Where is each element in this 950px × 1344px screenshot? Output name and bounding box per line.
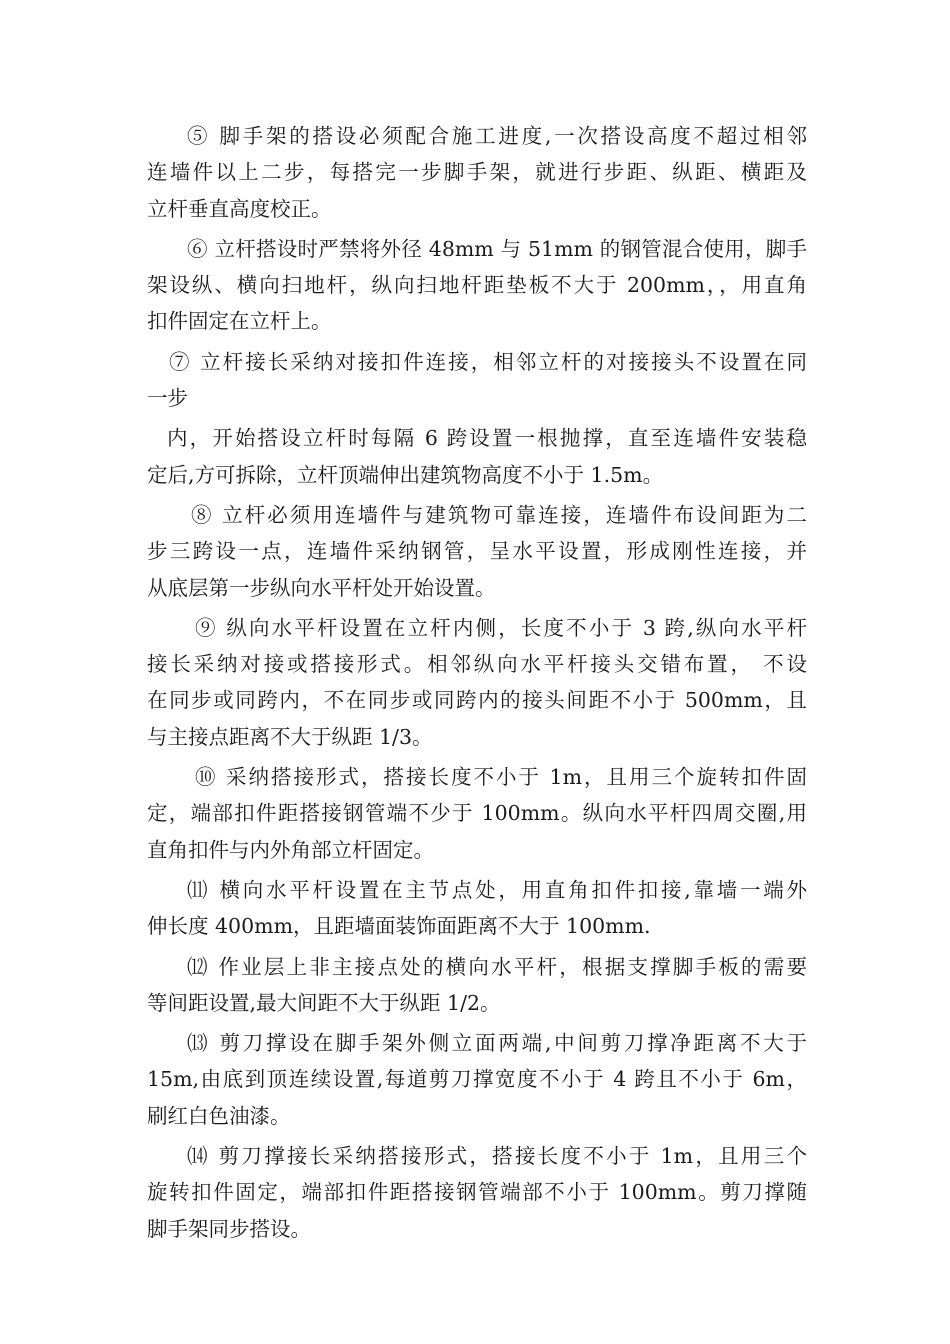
- text-line: 15m,由底到顶连续设置,每道剪刀撑宽度不小于 4 跨且不小于 6m，: [147, 1067, 807, 1092]
- text-line: ⑩ 采纳搭接形式，搭接长度不小于 1m，且用三个旋转扣件固: [195, 765, 807, 790]
- text-line: 步三跨设一点，连墙件采纳钢管，呈水平设置，形成刚性连接，并: [147, 539, 807, 564]
- text-line: 刷红白色油漆。: [147, 1103, 291, 1128]
- text-line: 定后,方可拆除，立杆顶端伸出建筑物高度不小于 1.5m。: [147, 462, 664, 487]
- text-line: 扣件固定在立杆上。: [147, 309, 332, 334]
- text-line: 立杆垂直高度校正。: [147, 196, 332, 221]
- text-line: 内，开始搭设立杆时每隔 6 跨设置一根抛撑，直至连墙件安装稳: [167, 426, 807, 451]
- text-line: ⑤ 脚手架的搭设必须配合施工进度,一次搭设高度不超过相邻: [187, 124, 807, 148]
- text-line: ⑨ 纵向水平杆设置在立杆内侧，长度不小于 3 跨,纵向水平杆: [195, 615, 807, 640]
- text-line: ⑧ 立杆必须用连墙件与建筑物可靠连接，连墙件布设间距为二: [191, 502, 807, 527]
- text-line: 等间距设置,最大间距不大于纵距 1/2。: [147, 990, 501, 1015]
- text-line: 在同步或同跨内，不在同步或同跨内的接头间距不小于 500mm，且: [147, 688, 807, 713]
- text-line: 伸长度 400mm，且距墙面装饰面距离不大于 100mm.: [147, 914, 651, 939]
- text-line: ⑥ 立杆搭设时严禁将外径 48mm 与 51mm 的钢管混合使用，脚手: [187, 236, 807, 261]
- text-line: 连墙件以上二步，每搭完一步脚手架，就进行步距、纵距、横距及: [147, 160, 807, 185]
- text-line: 脚手架同步搭设。: [147, 1216, 311, 1241]
- text-line: 接长采纳对接或搭接形式。相邻纵向水平杆接头交错布置， 不设: [147, 652, 807, 677]
- text-line: 与主接点距离不大于纵距 1/3。: [147, 724, 433, 749]
- text-line: 定，端部扣件距搭接钢管端不少于 100mm。纵向水平杆四周交圈,用: [147, 801, 807, 826]
- text-line: ⑿ 作业层上非主接点处的横向水平杆，根据支撑脚手板的需要: [187, 954, 807, 979]
- document-body: [147, 118, 807, 1247]
- text-line: 直角扣件与内外角部立杆固定。: [147, 837, 434, 862]
- text-line: ⒀ 剪刀撑设在脚手架外侧立面两端,中间剪刀撑净距离不大于: [187, 1031, 807, 1056]
- text-line: ⑾ 横向水平杆设置在主节点处，用直角扣件扣接,靠墙一端外: [187, 877, 807, 902]
- text-line: 从底层第一步纵向水平杆处开始设置。: [147, 575, 496, 600]
- text-line: 旋转扣件固定，端部扣件距搭接钢管端部不小于 100mm。剪刀撑随: [147, 1180, 807, 1205]
- text-line: ⑦ 立杆接长采纳对接扣件连接，相邻立杆的对接接头不设置在同: [169, 349, 807, 374]
- text-line: 一步: [147, 386, 188, 411]
- text-line: ⒁ 剪刀撑接长采纳搭接形式，搭接长度不小于 1m，且用三个: [187, 1144, 807, 1169]
- text-line: 架设纵、横向扫地杆，纵向扫地杆距垫板不大于 200mm，，用直角: [147, 273, 807, 298]
